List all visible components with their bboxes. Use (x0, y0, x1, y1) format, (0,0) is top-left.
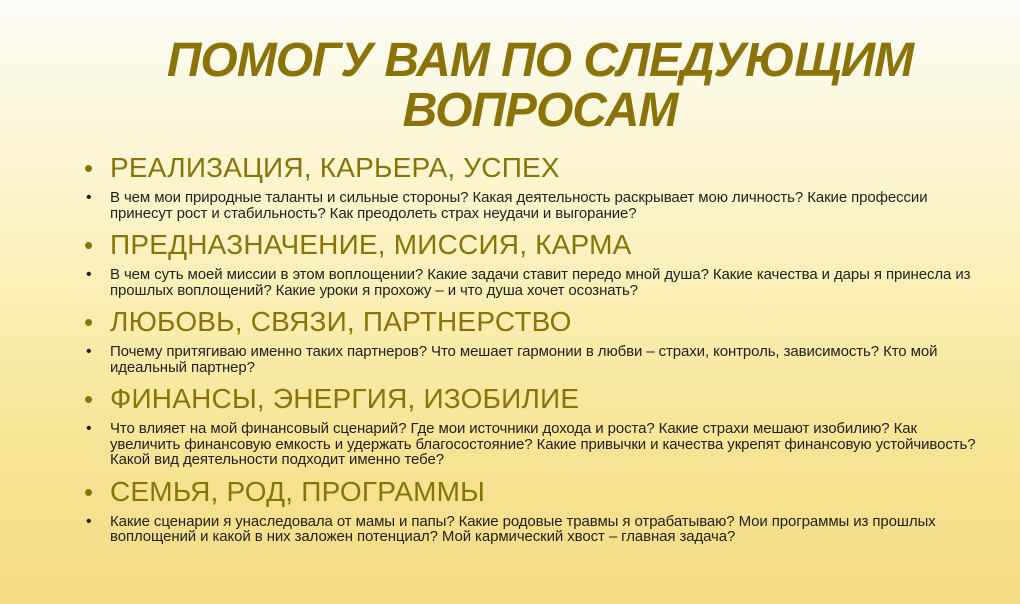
topic-heading-row (80, 383, 1005, 415)
topic-heading-row (80, 152, 1005, 184)
topic-mission (80, 229, 1005, 298)
topic-description: В чем мои природные таланты и сильные стороны? Какая деятельность раскрывает мою личность? Какие профессии принесут рост и стабильность? Как преодолеть страх неудачи и выгорание? (110, 189, 928, 222)
bullet-icon: • (84, 307, 94, 337)
topic-body-row (80, 421, 1005, 468)
bullet-icon: • (84, 476, 94, 507)
topic-heading: ФИНАНСЫ, ЭНЕРГИЯ, ИЗОБИЛИЕ (110, 383, 580, 414)
bullet-icon: • (84, 384, 94, 414)
topic-love (80, 306, 1005, 375)
topic-heading: ПРЕДНАЗНАЧЕНИЕ, МИССИЯ, КАРМА (110, 229, 632, 260)
topic-heading: ЛЮБОВЬ, СВЯЗИ, ПАРТНЕРСТВО (110, 306, 572, 337)
topic-heading: РЕАЛИЗАЦИЯ, КАРЬЕРА, УСПЕХ (110, 152, 560, 183)
topic-family (80, 476, 1005, 545)
topic-career (80, 152, 1005, 221)
bullet-icon: • (86, 343, 92, 360)
topic-body-row (80, 190, 1005, 221)
bullet-icon: • (84, 153, 94, 183)
topic-body-row (80, 514, 1005, 545)
topic-description: Какие сценарии я унаследовала от мамы и папы? Какие родовые травмы я отрабатываю? Мои программы из прошлых воплощений и какой в них заложен потенциал? Мой кармический хвост – главная задача? (110, 512, 936, 545)
topic-finance (80, 383, 1005, 468)
topic-heading-row (80, 476, 1005, 508)
bullet-icon: • (86, 189, 92, 206)
bullet-icon: • (86, 420, 92, 437)
topic-heading: СЕМЬЯ, РОД, ПРОГРАММЫ (110, 475, 486, 507)
topic-body-row (80, 267, 1005, 298)
topic-description: Что влияет на мой финансовый сценарий? Где мои источники дохода и роста? Какие страхи мешают изобилию? Как увеличить финансовую емкость и удержать благосостояние? Какие привычки и качества укрепят финансовую устойчивость? Какой вид деятельности подходит именно тебе? (110, 420, 976, 468)
page-title: ПОМОГУ ВАМ ПО СЛЕДУЮЩИМ ВОПРОСАМ (166, 34, 914, 137)
topics-list (80, 152, 1005, 553)
bullet-icon: • (86, 266, 92, 283)
topic-heading-row (80, 229, 1005, 261)
bullet-icon: • (84, 230, 94, 260)
bullet-icon: • (86, 512, 92, 530)
topic-heading-row (80, 306, 1005, 338)
topic-description: В чем суть моей миссии в этом воплощении? Какие задачи ставит передо мной душа? Какие качества и дары я принесла из прошлых воплощений? Какие уроки я прохожу – и что душа хочет осознать? (110, 266, 971, 299)
topic-body-row (80, 344, 1005, 375)
topic-description: Почему притягиваю именно таких партнеров? Что мешает гармонии в любви – страхи, контроль, зависимость? Кто мой идеальный партнер? (110, 343, 938, 376)
